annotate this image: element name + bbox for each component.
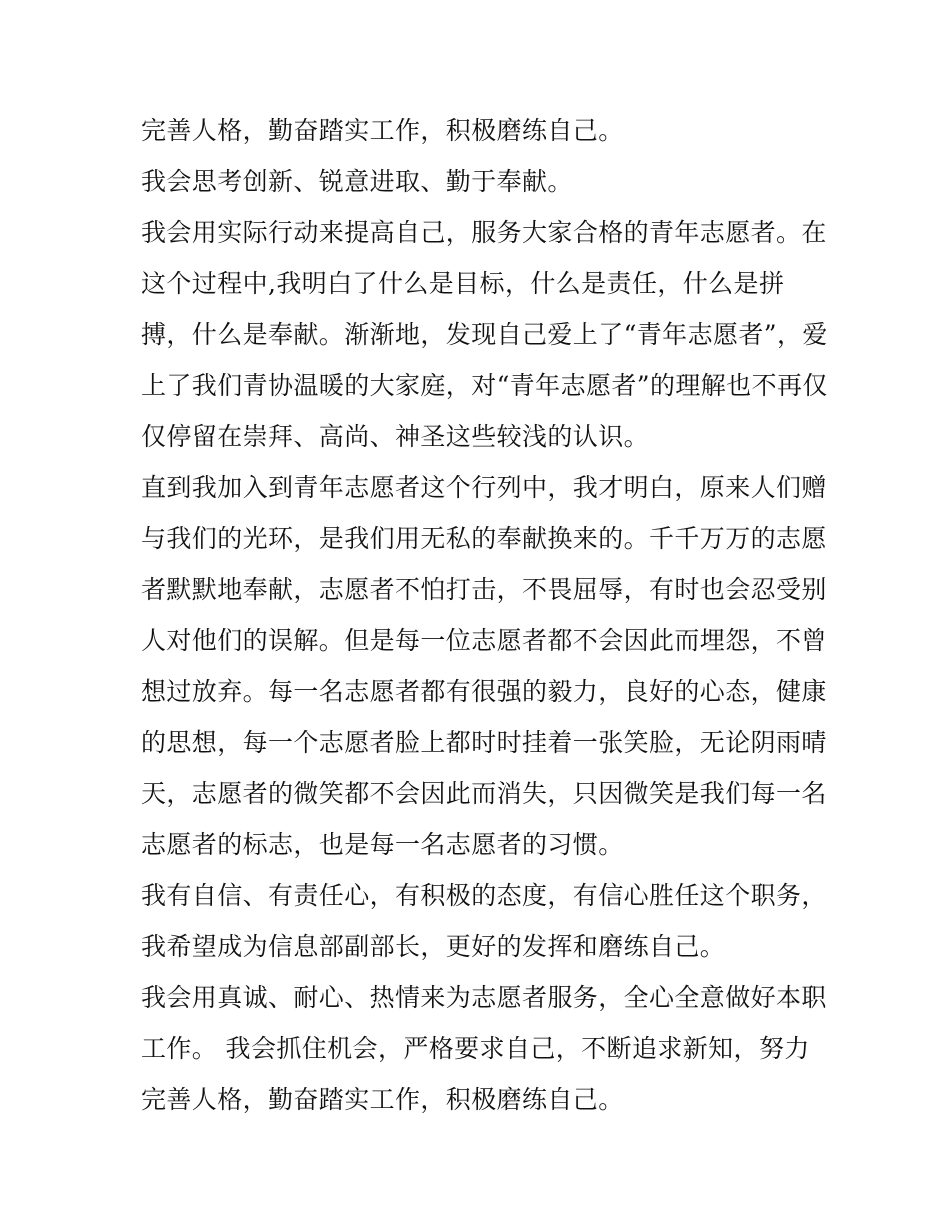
text-line: 人对他们的误解。但是每一位志愿者都不会因此而埋怨，不曾 — [141, 626, 827, 655]
text-line: 志愿者的标志，也是每一名志愿者的习惯。 — [141, 830, 624, 859]
text-line: 工作。 我会抓住机会，严格要求自己，不断追求新知，努力 — [141, 1034, 810, 1063]
text-line: 直到我加入到青年志愿者这个行列中，我才明白，原来人们赠 — [141, 473, 827, 502]
text-line: 我希望成为信息部副部长，更好的发挥和磨练自己。 — [141, 932, 726, 961]
text-line: 我会思考创新、锐意进取、勤于奉献。 — [141, 167, 573, 196]
text-line: 想过放弃。每一名志愿者都有很强的毅力，良好的心态，健康 — [141, 677, 827, 706]
text-line: 这个过程中,我明白了什么是目标，什么是责任，什么是拼 — [141, 269, 785, 298]
text-line: 完善人格，勤奋踏实工作，积极磨练自己。 — [141, 1085, 624, 1114]
text-line: 搏，什么是奉献。渐渐地，发现自己爱上了“青年志愿者”，爱 — [141, 320, 828, 349]
text-line: 的思想，每一个志愿者脸上都时时挂着一张笑脸，无论阴雨晴 — [141, 728, 827, 757]
text-line: 上了我们青协温暖的大家庭，对“青年志愿者”的理解也不再仅 — [141, 371, 828, 400]
text-line: 与我们的光环，是我们用无私的奉献换来的。千千万万的志愿 — [141, 524, 827, 553]
text-line: 者默默地奉献，志愿者不怕打击，不畏屈辱，有时也会忍受别 — [141, 575, 827, 604]
text-line: 我会用真诚、耐心、热情来为志愿者服务，全心全意做好本职 — [141, 983, 827, 1012]
text-line: 仅停留在崇拜、高尚、神圣这些较浅的认识。 — [141, 422, 650, 451]
text-line: 我有自信、有责任心，有积极的态度，有信心胜任这个职务， — [141, 881, 827, 910]
text-line: 完善人格，勤奋踏实工作，积极磨练自己。 — [141, 116, 624, 145]
body-text — [141, 105, 828, 1125]
text-line: 我会用实际行动来提高自己，服务大家合格的青年志愿者。在 — [141, 218, 827, 247]
text-line: 天，志愿者的微笑都不会因此而消失，只因微笑是我们每一名 — [141, 779, 827, 808]
